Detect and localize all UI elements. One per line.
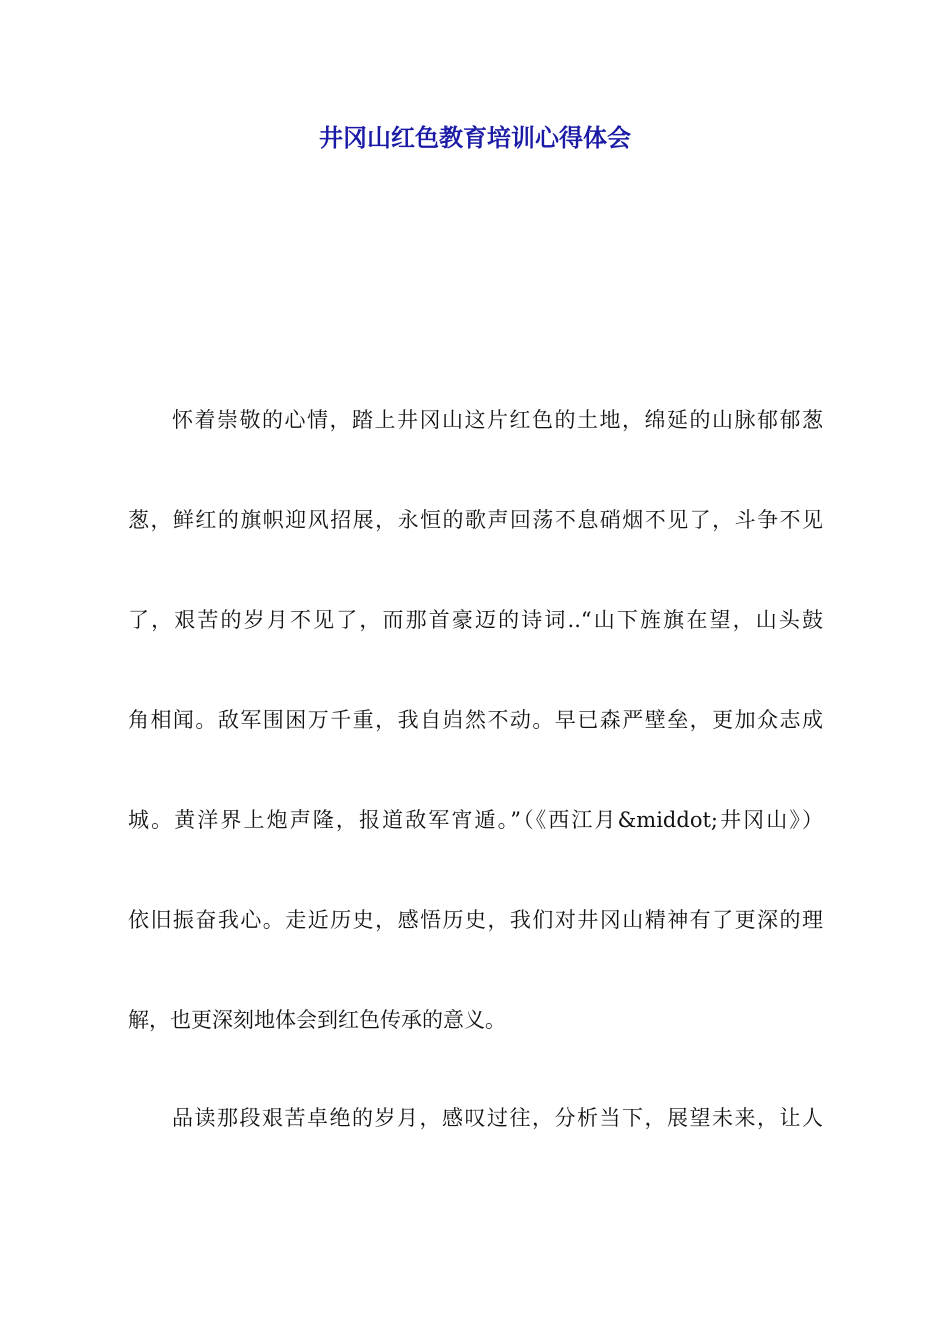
paragraph-line: 解，也更深刻地体会到红色传承的意义。 (128, 1008, 506, 1032)
paragraph-line: 角相闻。敌军围困万千重，我自岿然不动。早已森严壁垒，更加众志成 (128, 708, 823, 732)
paragraph-1 (128, 400, 823, 1100)
paragraph-line: 怀着崇敬的心情，踏上井冈山这片红色的土地，绵延的山脉郁郁葱 (172, 408, 823, 432)
paragraph-line: 依旧振奋我心。走近历史，感悟历史，我们对井冈山精神有了更深的理 (128, 908, 823, 932)
document-title: 井冈山红色教育培训心得体会 (319, 124, 631, 152)
paragraph-line: 了，艰苦的岁月不见了，而那首豪迈的诗词..“山下旌旗在望，山头鼓 (128, 608, 823, 632)
paragraph-line: 品读那段艰苦卓绝的岁月，感叹过往，分析当下，展望未来，让人 (172, 1106, 823, 1130)
paragraph-2 (128, 1098, 823, 1198)
paragraph-line: 葱，鲜红的旗帜迎风招展，永恒的歌声回荡不息硝烟不见了，斗争不见 (128, 508, 823, 532)
paragraph-line: 城。黄洋界上炮声隆，报道敌军宵遁。”（《西江月&middot;井冈山》） (128, 808, 823, 832)
